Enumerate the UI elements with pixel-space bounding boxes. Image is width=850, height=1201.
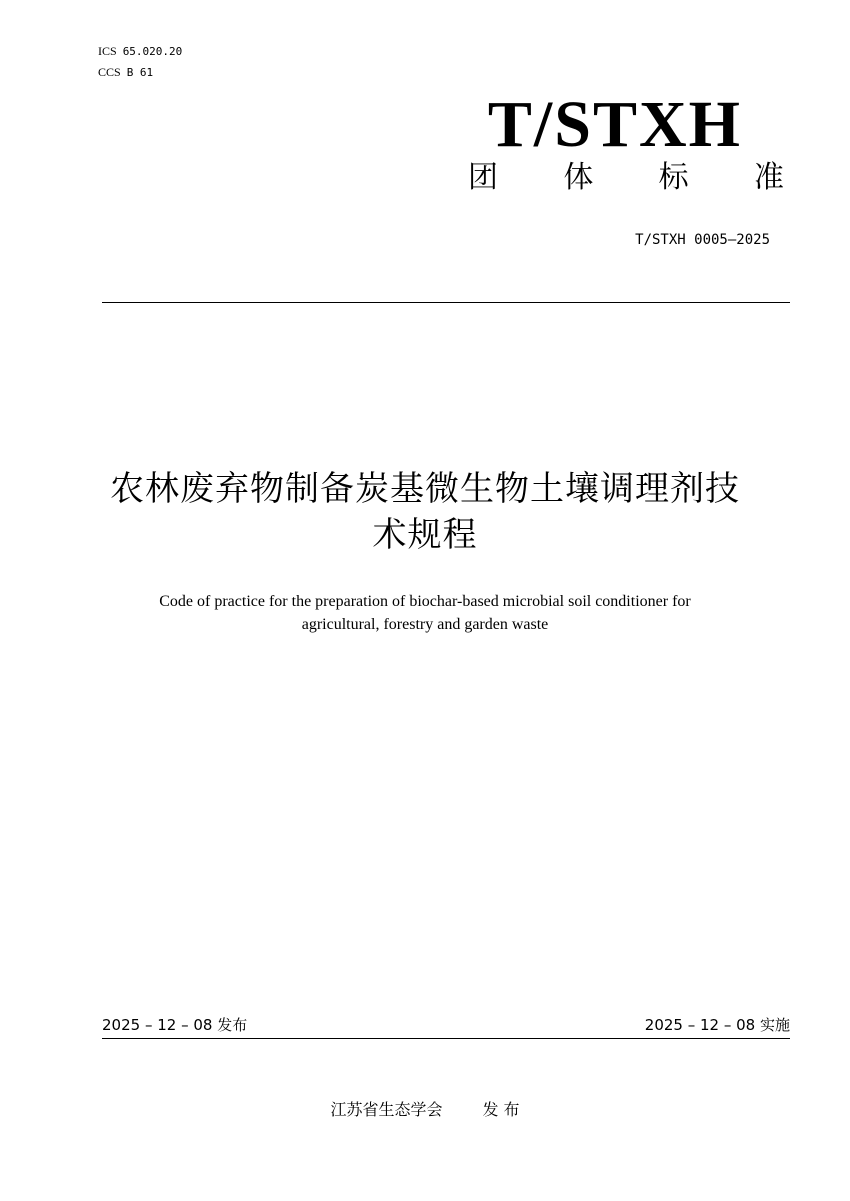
title-chinese-line-2: 术规程 [372, 515, 478, 555]
standard-type-char: 标 [658, 160, 689, 195]
standard-number: T/STXH 0005—2025 [635, 232, 770, 248]
standard-type-char: 团 [468, 160, 498, 195]
title-chinese [60, 466, 790, 558]
ics-line [98, 41, 182, 62]
standard-type-char: 体 [563, 160, 594, 195]
header-divider [102, 302, 790, 303]
title-english-line-1: Code of practice for the preparation of biochar-based microbial soil conditioner for [159, 593, 691, 610]
title-english [80, 590, 770, 636]
ics-value: 65.020.20 [122, 45, 183, 58]
ccs-line [98, 62, 182, 83]
title-english-line-2: agricultural, forestry and garden waste [301, 616, 549, 633]
standard-type-char: 准 [753, 160, 784, 195]
ics-label: ICS [98, 44, 117, 58]
implementation-date: 2025 – 12 – 08 实施 [644, 1016, 790, 1034]
publisher-action: 发 布 [482, 1100, 520, 1119]
standard-type [468, 158, 784, 198]
ccs-value: B 61 [126, 66, 154, 79]
footer-divider [102, 1038, 790, 1039]
title-chinese-line-1: 农林废弃物制备炭基微生物土壤调理剂技 [110, 469, 740, 509]
date-row [102, 1014, 790, 1036]
ccs-label: CCS [98, 65, 121, 79]
publisher [0, 1098, 850, 1122]
classification-codes [98, 41, 182, 83]
publisher-name: 江苏省生态学会 [330, 1100, 443, 1119]
issue-date: 2025 – 12 – 08 发布 [102, 1016, 248, 1034]
organization-logo: T/STXH [487, 88, 742, 161]
